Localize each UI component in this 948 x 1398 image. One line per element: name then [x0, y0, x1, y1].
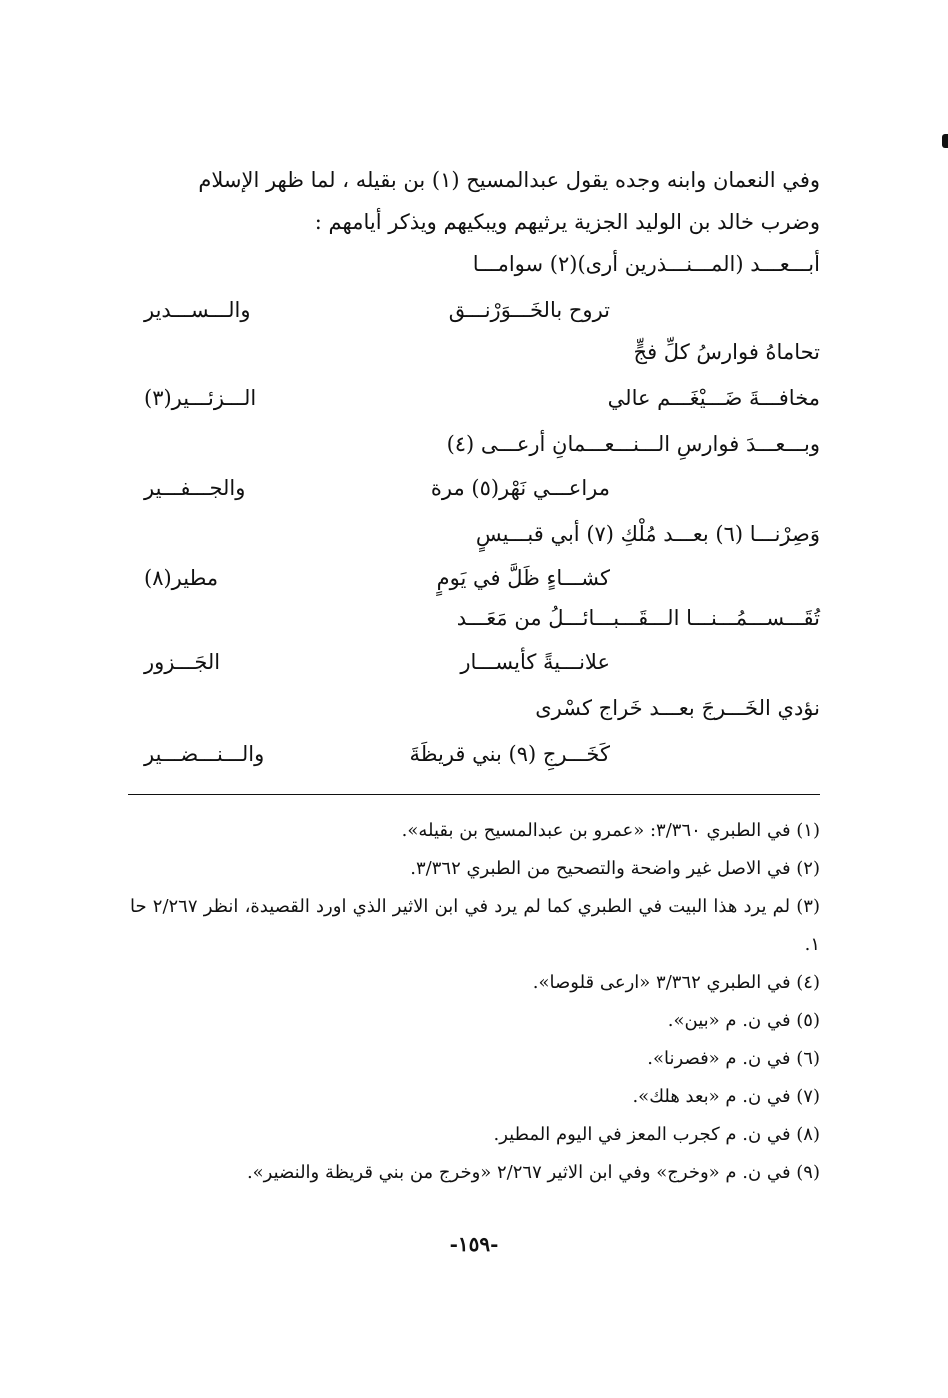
footnote: (٦) في ن. م «فصرنا». — [647, 1048, 820, 1069]
verse-first-part: نؤدي الخَـــرجَ بعـــد خَراج كسْرى — [535, 696, 820, 720]
verse-first-part: مخافـــةَ ضَـــيْغَـــم عالي — [607, 386, 820, 410]
verse-line — [144, 476, 820, 516]
verse-second-part: والجـــفـــير — [144, 476, 246, 500]
verse-first-part: كَخَـــرجِ (٩) بني قريظَةَ — [409, 742, 610, 766]
verse-line — [144, 340, 820, 380]
verse-first-part: علانـــيةً كأيســـار — [460, 650, 610, 674]
footnotes — [130, 812, 820, 1192]
verse-first-part: وَصِرْنـــا (٦) بعـــد مُلْكِ (٧) أبي قبـــيسٍ — [475, 522, 820, 546]
verse-line — [144, 650, 820, 690]
footnote: (٥) في ن. م «بين». — [667, 1010, 820, 1031]
verse-second-part: والـــســـدير — [144, 298, 251, 322]
verse-line — [144, 522, 820, 562]
verse-second-part: الـــزئـــير(٣) — [144, 386, 257, 410]
verse-first-part: مراعـــي نَهْر(٥) مرة — [430, 476, 610, 500]
footnote: (١) في الطبري ٣/٣٦٠: «عمرو بن عبدالمسيح بن بقيله». — [401, 820, 820, 841]
verse-line — [144, 742, 820, 782]
verse-second-part: الجَـــزور — [144, 650, 221, 674]
intro-line-2: وضرب خالد بن الوليد الجزية يرثيهم ويبكيهم ويذكر أيامهم : — [314, 210, 820, 234]
footnote: (٢) في الاصل غير واضحة والتصحيح من الطبري ٣/٣٦٢. — [410, 858, 820, 879]
verse-second-part: والـــنـــضـــير — [144, 742, 265, 766]
footnote: (٤) في الطبري ٣/٣٦٢ «ارعى قلوصا». — [532, 972, 820, 993]
verse-first-part: أبـــعـــد (المـــنـــذرين أرى)(٢) سوامـــا — [472, 252, 820, 276]
verse-first-part: تروح بالخَـــوَرْنـــق — [448, 298, 610, 322]
footnote: (٨) في ن. م كجرب المعز في اليوم المطير. — [493, 1124, 820, 1145]
footnote-separator — [128, 794, 820, 795]
verse-first-part: تُقَـــســـمُـــنـــا الـــقَـــبـــائـــلُ من مَعَـــد — [456, 606, 820, 630]
verse-second-part: مطير(٨) — [144, 566, 219, 590]
footnote: (٣) لم يرد هذا البيت في الطبري كما لم يرد في ابن الاثير الذي اورد القصيدة، انظر ٢/٢٦٧ حا ١. — [130, 896, 820, 955]
intro-line-1: وفي النعمان وابنه وجده يقول عبدالمسيح (١) بن بقيله ، لما ظهر الإسلام — [198, 168, 820, 192]
page-edge-mark — [942, 134, 948, 148]
verse-first-part: تحاماهُ فوارسُ كلِّ فجٍّ — [633, 340, 820, 364]
footnote: (٧) في ن. م «بعد هلك». — [632, 1086, 820, 1107]
verse-line — [144, 386, 820, 426]
verse-line — [144, 432, 820, 472]
verse-line — [144, 566, 820, 606]
verse-line — [144, 252, 820, 292]
verse-first-part: كشـــاءٍ ظَلَّ في يَومٍ — [436, 566, 610, 590]
verse-line — [144, 298, 820, 338]
verse-first-part: وبـــعـــدَ فوارسِ الـــنـــعـــمانِ أرعـــى (٤) — [446, 432, 820, 456]
verse-line — [144, 696, 820, 736]
page-number: -١٥٩- — [449, 1232, 499, 1256]
verse-line — [144, 606, 820, 646]
footnote: (٩) في ن. م «وخرج» وفي ابن الاثير ٢/٢٦٧ «وخرج من بني قريظة والنضير». — [246, 1162, 820, 1183]
